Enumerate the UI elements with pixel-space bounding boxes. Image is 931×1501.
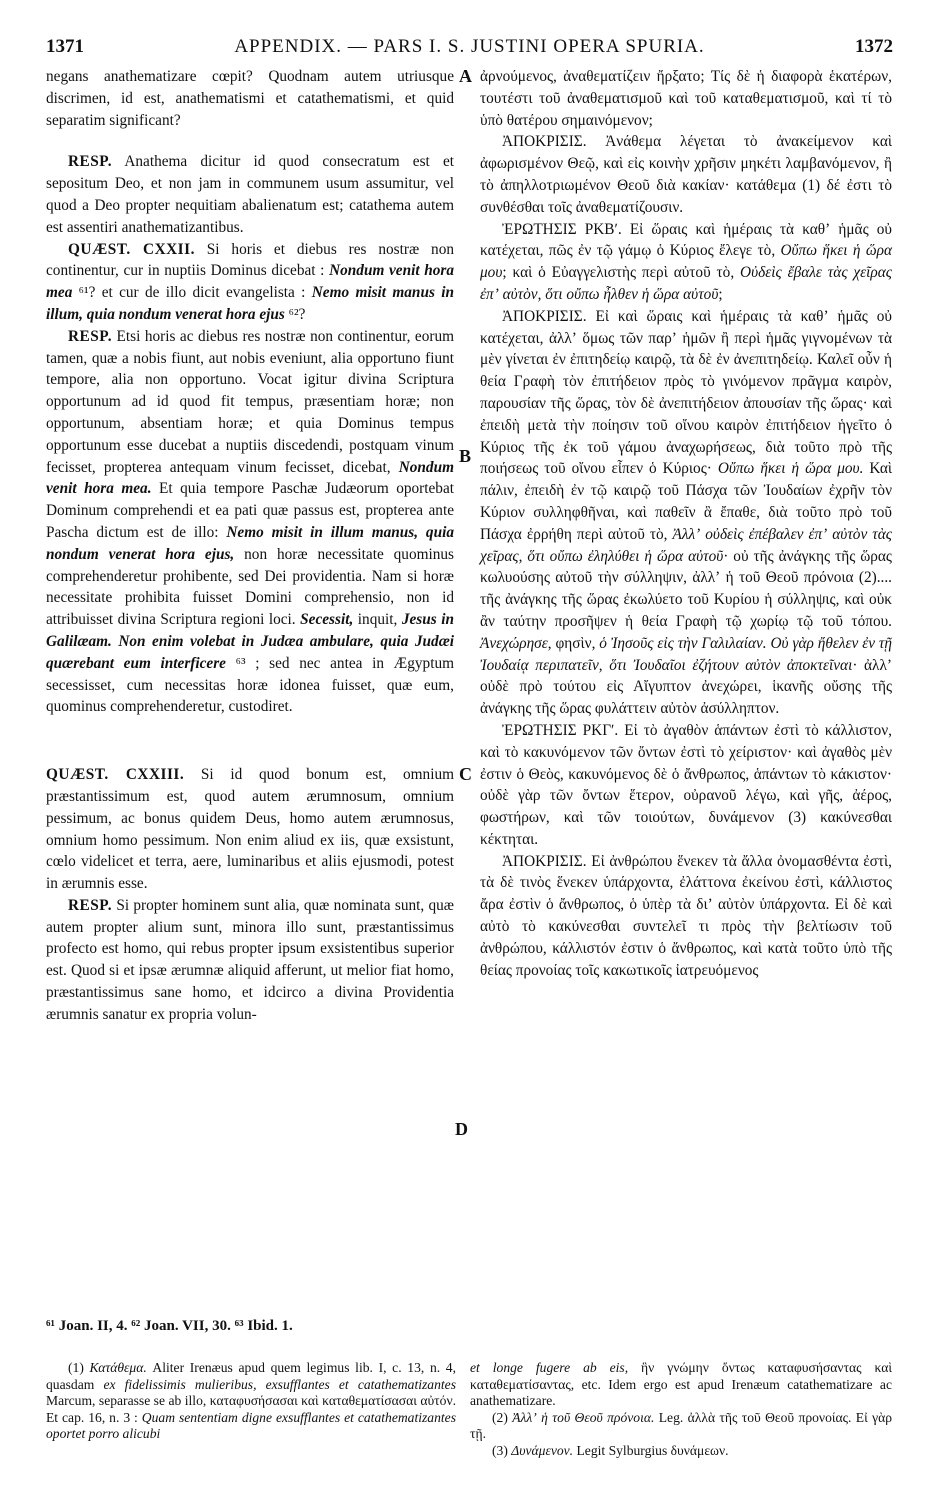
page-header (46, 36, 893, 64)
latin-response-2: RESP. Etsi horis ac diebus res nostræ non continentur, eorum tamen, quæ a nobis fiunt, aut nobis eveniunt, alia opportuno fiunt tempore, alia non opportuno. Vocat igitur divina Scriptura opportunum ad id quod fit tempus, præsentiam horæ; non opportunum, absentiam horæ; et quia Dominus tempus opportunum esse ducebat a nuptiis discedendi, postquam vinum fecisset, propterea antequam vinum fecisset, dicebat, Nondum venit hora mea. Et quia tempore Paschæ Judæorum oportebat Dominum comprehendi et ea pati quæ passus est, propterea ante Pascha dictum est de illo: Nemo misit in illum manus, quia nondum venerat hora ejus, non horæ necessitate quominus comprehenderetur prohibente, sed Dei providentia. Nam si horæ necessitate prohibita fuisset Domini comprehensio, non id attribuisset divina Scriptura regioni loci. Secessit, inquit, Jesus in Galilæam. Non enim volebat in Judæa ambulare, quia Judæi quærebant eum interficere ⁶³ ; sed nec antea in Ægyptum secessisset, cum necessitas horæ idonea fuisset, quæ eum, quominus comprehenderetur, custodiret. (46, 327, 455, 716)
footnote-2: (2) Ἀλλʼ ἡ τοῦ Θεοῦ πρόνοια. Leg. ἀλλὰ τῆς τοῦ Θεοῦ προνοίας. Εἰ γὰρ τῇ. (470, 1409, 893, 1441)
latin-column (46, 66, 454, 1026)
margin-letter-c: C (459, 764, 472, 784)
footnote-3: (3) Δυνάμενον. Legit Sylburgius δυνάμεων. (492, 1442, 729, 1458)
footnote-1-cont: et longe fugere ab eis, ἣν γνώμην ὄντως καταφυσήσαντας καὶ καταθεματίσαντας, etc. Idem ergo est apud Irenæum catathematizare ac anathematizare. (470, 1360, 892, 1408)
margin-letter-b: B (459, 446, 472, 466)
page-number-left: 1371 (46, 36, 84, 57)
scripture-references: ⁶¹ Joan. II, 4. ⁶² Joan. VII, 30. ⁶³ Ibid. 1. (46, 1318, 293, 1334)
margin-letter-a: A (459, 66, 472, 86)
footnote-1: (1) Κατάθεμα. Aliter Irenæus apud quem legimus lib. I, c. 13, n. 4, quasdam ex fidelissimis mulieribus, exsufflantes et catathematizantes Marcum, separasse se ab illo, καταφυσήσασαι καὶ καταθεματίσασαι αὐτόν. Et cap. 16, n. 3 : Quam sententiam digne exsufflantes et catathematizantes oportet porro alicubi (46, 1360, 457, 1441)
running-title: APPENDIX. — PARS I. S. JUSTINI OPERA SPURIA. (234, 36, 705, 57)
margin-letter-d: D (455, 1119, 468, 1139)
greek-column (480, 66, 892, 981)
greek-question-123: ἘΡΩΤΗΣΙΣ ΡΚΓʹ. Εἰ τὸ ἀγαθὸν ἁπάντων ἐστὶ τὸ κάλλιστον, καὶ τὸ κακυνόμενον τῶν ὄντων ἐστὶ τὸ χείριστον· καὶ ἀγαθὸς μὲν ἐστιν ὁ Θεὸς, κακυνόμενος δὲ ὁ ἄνθρωπος, ἁπάντων τὸ κάκιστον· οὐδὲ γὰρ τῶν ὄντων ἕτερον, οὐρανοῦ λέγω, καὶ γῆς, ἀέρος, φωστήρων, καὶ τῶν τοιούτων, δυνάμενον (3) κακύνεσθαι κέκτηται. (480, 721, 892, 848)
greek-question-end: ἀρνούμενος, ἀναθεματίζειν ἤρξατο; Τίς δὲ ἡ διαφορὰ ἑκατέρων, τουτέστι τοῦ ἀναθεματισμοῦ καὶ τοῦ καταθεματισμοῦ, καὶ τί τὸ ὑπὸ θατέρου σημαινόμενον; (480, 68, 892, 129)
latin-question-end: negans anathematizare cœpit? Quodnam autem utriusque discrimen, id est, anathematismi et catathematismi, et quid separatim significant? (46, 68, 454, 129)
greek-response-1: ἈΠΟΚΡΙΣΙΣ. Ἀνάθεμα λέγεται τὸ ἀνακείμενον καὶ ἀφωρισμένον Θεῷ, καὶ εἰς κοινὴν χρῆσιν μηκέτι λαμβανόμενον, ἢ τὸ ἀπηλλοτριωμένον Θεοῦ διὰ κακίαν· κατάθεμα (1) δέ ἐστι τὸ συνθέσθαι τοῖς ἀναθεματίζουσιν. (480, 133, 892, 216)
latin-question-122: QUÆST. CXXII. Si horis et diebus res nostræ non continentur, cur in nuptiis Dominus dicebat : Nondum venit hora mea ⁶¹? et cur de illo dicit evangelista : Nemo misit manus in illum, quia nondum venerat hora ejus ⁶²? (46, 240, 455, 323)
footnotes-left (46, 1360, 456, 1443)
latin-response-1: RESP. Anathema dicitur id quod consecratum est et sepositum Deo, et non jam in communem usum assumitur, vel quod a Deo propter nequitiam abalienatum est; catathema autem est assentiri anathematizantibus. (46, 153, 454, 236)
greek-question-122: ἘΡΩΤΗΣΙΣ ΡΚΒʹ. Εἰ ὥραις καὶ ἡμέραις τὰ καθʼ ἡμᾶς οὐ κατέχεται, πῶς ἐν τῷ γάμῳ ὁ Κύριος ἔλεγε τὸ, Οὔπω ἥκει ἡ ὥρα μου; καὶ ὁ Εὐαγγελιστὴς περὶ αὐτοῦ τὸ, Οὐδεὶς ἔβαλε τὰς χεῖρας ἐπʼ αὐτὸν, ὅτι οὔπω ἦλθεν ἡ ὥρα αὐτοῦ; (480, 220, 892, 303)
greek-response-2: ἈΠΟΚΡΙΣΙΣ. Εἰ καὶ ὥραις καὶ ἡμέραις τὰ καθʼ ἡμᾶς οὐ κατέχεται, ἀλλʼ ὅμως τῶν παρʼ ἡμῶν ἢ περὶ ἡμᾶς γιγνομένων τὰ μὲν γίνεται ἐν ἐπιτηδείῳ καιρῷ, τὰ δὲ ἐν ἀνεπιτηδείῳ. Καλεῖ οὖν ἡ θεία Γραφὴ τὸν ἐπιτήδειον πρὸς τὸ γινόμενον πρᾶγμα καιρὸν, παρουσίαν τῆς ὥρας, τὸν δὲ ἀνεπιτήδειον ἀπουσίαν τῆς ὥρας· καὶ ἐπειδὴ μετὰ τὴν ποίησιν τοῦ οἴνου καιρὸν ἐπιτήδειον ἡγεῖτο ὁ Κύριος τῆς ἐκ τοῦ γάμου ἀναχωρήσεως, διὰ τοῦτο πρὸ τῆς ποιήσεως τοῦ οἴνου εἶπεν ὁ Κύριος· Οὔπω ἥκει ἡ ὥρα μου. Καὶ πάλιν, ἐπειδὴ ἐν τῷ καιρῷ τοῦ Πάσχα τῶν Ἰουδαίων ἐχρῆν τὸν Κύριον συλληφθῆναι, καὶ παθεῖν ἃ ἔπαθε, διὰ τοῦτο πρὸ τοῦ Πάσχα ἐρρήθη περὶ αὐτοῦ τὸ, Ἀλλʼ οὐδεὶς ἐπέβαλεν ἐπʼ αὐτὸν τὰς χεῖρας, ὅτι οὔπω ἐληλύθει ἡ ὥρα αὐτοῦ· οὐ τῆς ἀνάγκης τῆς ὥρας κωλυούσης αὐτοῦ τὴν σύλληψιν, ἀλλʼ ἡ τοῦ Θεοῦ πρόνοια (2).... τῆς ἀνάγκης τῆς ὥρας ἐκωλύετο τοῦ Κυρίου ἡ σύλληψις, καὶ οὐκ ἂν ταύτην προσῆψεν ἡ θεία Γραφὴ τῷ χωρίῳ τῷ τοῦ τόπου. Ἀνεχώρησε, φησὶν, ὁ Ἰησοῦς εἰς τὴν Γαλιλαίαν. Οὐ γὰρ ἤθελεν ἐν τῇ Ἰουδαίᾳ περιπατεῖν, ὅτι Ἰουδαῖοι ἐζήτουν αὐτὸν ἀποκτεῖναι· ἀλλʼ οὐδὲ πρὸ τούτου εἰς Αἴγυπτον ἀνεχώρει, ἱκανῆς οὔσης τῆς ἀνάγκης τῆς ὥρας φυλάττειν αὐτὸν ἀσύλληπτον. (480, 307, 893, 718)
greek-response-3: ἈΠΟΚΡΙΣΙΣ. Εἰ ἀνθρώπου ἕνεκεν τὰ ἄλλα ὀνομασθέντα ἐστὶ, τὰ δὲ τινὸς ἕνεκεν ὑπάρχοντα, ἐλάττονα ἐκείνου ἐστὶ, κάλλιστος ἄρα ἐστὶν ὁ ἄνθρωπος, ὁ ὑπὲρ τὰ διʼ αὐτὸν ὑπάρχοντα. Εἰ δὲ καὶ αὐτὸ τὸ κακύνεσθαι συντελεῖ τι πρὸς τὴν βελτίωσιν τοῦ ἀνθρώπου, κάλλιστόν ἐστιν ὁ ἄνθρωπος, καὶ κατὰ τοῦτο ὑπὸ τῆς θείας προνοίας τοῖς κακωτικοῖς ἰατρευόμενος (480, 852, 892, 979)
latin-question-123: QUÆST. CXXIII. Si id quod bonum est, omnium præstantissimum est, quod autem ærumnosum, omnium pessimum, ac bonus quidem Deus, homo autem ærumnosus, omnium homo pessimum. Non enim aliud ex iis, quæ exsistunt, cœlo videlicet et terra, aere, luminaribus et aliis ejusmodi, potest in ærumnis esse. (46, 766, 455, 893)
latin-response-3: RESP. Si propter hominem sunt alia, quæ nominata sunt, quæ autem propter alium sunt, minora illo sunt, præstantissimus profecto est homo, qui rebus propter ipsum exsistentibus superior est. Quod si et ipsæ ærumnæ aliquid afferunt, ut melior fiat homo, præstantissimus sane homo, et idcirco a divina Providentia ærumnis sanatur ex propria volun- (46, 896, 454, 1023)
footnotes-right (470, 1360, 892, 1459)
page-number-right: 1372 (855, 36, 893, 57)
